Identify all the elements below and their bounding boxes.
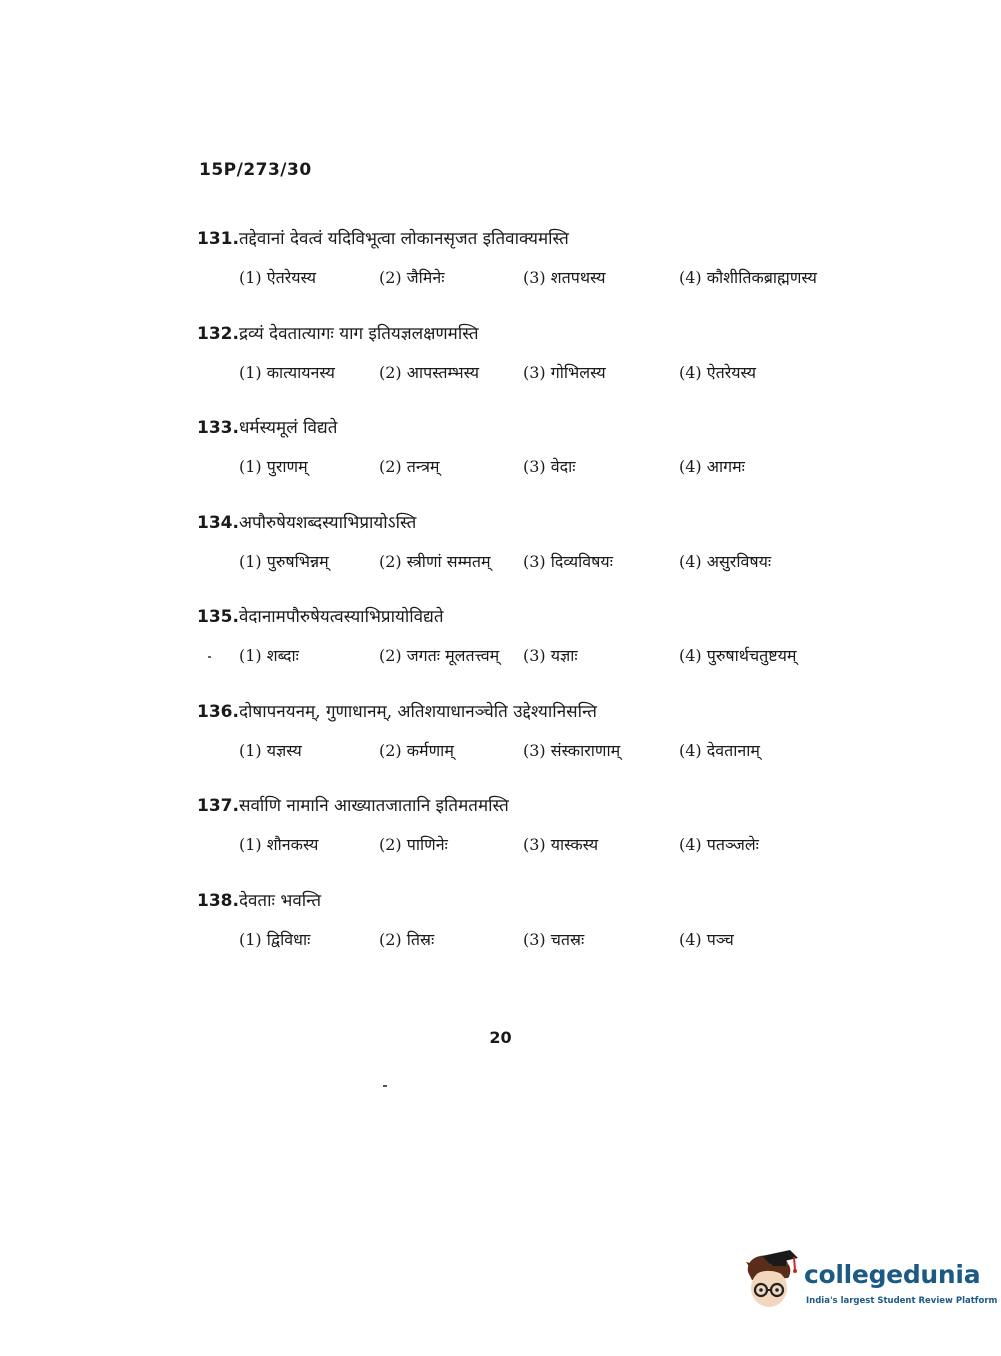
- option-list: [239, 644, 889, 670]
- brand-watermark[interactable]: [742, 1250, 998, 1320]
- option-1: (1) यज्ञस्य: [239, 740, 302, 760]
- option-list: [239, 833, 889, 859]
- question-135: [197, 604, 897, 699]
- option-1: (1) द्विविधाः: [239, 929, 311, 949]
- option-4: (4) पतञ्जलेः: [679, 835, 759, 854]
- question-134: [197, 510, 897, 605]
- question-138: [197, 888, 897, 983]
- question-number: 137.: [197, 796, 239, 816]
- option-list: [239, 266, 889, 292]
- question-number: 132.: [197, 323, 239, 344]
- page-number: 20: [489, 1028, 512, 1047]
- option-2: (2) तन्त्रम्: [379, 457, 440, 476]
- scan-speck: [383, 1085, 387, 1087]
- option-4: (4) देवतानाम्: [679, 740, 760, 760]
- question-text: तद्देवानां देवत्वं यदिविभूत्वा लोकानसृजत इतिवाक्यमस्ति: [238, 229, 569, 249]
- question-text: द्रव्यं देवतात्यागः याग इतियज्ञलक्षणमस्ति: [238, 323, 479, 344]
- option-1: (1) कात्यायनस्य: [239, 362, 335, 382]
- option-3: (3) संस्काराणाम्: [523, 740, 621, 760]
- option-4: (4) पुरुषार्थचतुष्टयम्: [679, 646, 797, 665]
- option-list: [239, 361, 889, 387]
- option-3: (3) गोभिलस्य: [523, 362, 606, 382]
- option-1: (1) ऐतरेयस्य: [239, 268, 317, 287]
- option-4: (4) ऐतरेयस्य: [679, 362, 757, 382]
- option-1: (1) शब्दाः: [239, 646, 299, 665]
- option-2: (2) जगतः मूलतत्त्वम्: [379, 646, 500, 665]
- question-list: [197, 226, 897, 982]
- option-3: (3) यास्कस्य: [523, 835, 599, 854]
- question-number: 136.: [197, 701, 239, 722]
- brand-name: collegedunia: [804, 1260, 981, 1289]
- option-list: [239, 928, 889, 954]
- option-4: (4) पञ्च: [679, 929, 734, 949]
- question-text: सर्वाणि नामानि आख्यातजातानि इतिमतमस्ति: [238, 796, 509, 816]
- option-3: (3) चतस्रः: [523, 929, 585, 949]
- option-1: (1) पुराणम्: [239, 457, 308, 476]
- option-1: (1) पुरुषभिन्नम्: [239, 551, 329, 571]
- option-3: (3) यज्ञाः: [523, 646, 578, 665]
- option-2: (2) कर्मणाम्: [379, 740, 454, 760]
- question-text: अपौरुषेयशब्दस्याभिप्रायोऽस्ति: [238, 512, 417, 533]
- option-2: (2) पाणिनेः: [379, 835, 448, 854]
- question-text: देवताः भवन्ति: [238, 890, 322, 911]
- question-132: [197, 321, 897, 416]
- question-number: 135.: [197, 607, 239, 627]
- option-1: (1) शौनकस्य: [239, 835, 319, 854]
- option-list: [239, 550, 889, 576]
- option-2: (2) जैमिनेः: [379, 268, 445, 287]
- question-text: दोषापनयनम्, गुणाधानम्, अतिशयाधानञ्चेति उद्देश्यानिसन्ति: [238, 701, 597, 722]
- option-3: (3) शतपथस्य: [523, 268, 606, 287]
- brand-tagline: India's largest Student Review Platform: [806, 1296, 998, 1306]
- option-2: (2) स्त्रीणां सम्मतम्: [379, 551, 491, 571]
- question-number: 134.: [197, 512, 239, 533]
- question-137: [197, 793, 897, 888]
- question-number: 138.: [197, 890, 239, 911]
- question-text: वेदानामपौरुषेयत्वस्याभिप्रायोविद्यते: [238, 607, 444, 627]
- question-131: [197, 226, 897, 321]
- question-text: धर्मस्यमूलं विद्यते: [238, 418, 338, 438]
- option-2: (2) तिस्रः: [379, 929, 435, 949]
- option-3: (3) वेदाः: [523, 457, 576, 476]
- option-3: (3) दिव्यविषयः: [523, 551, 613, 571]
- option-4: (4) कौशीतिकब्राह्मणस्य: [679, 268, 817, 287]
- question-136: [197, 699, 897, 794]
- paper-code: 15P/273/30: [199, 160, 312, 180]
- option-4: (4) आगमः: [679, 457, 745, 476]
- option-2: (2) आपस्तम्भस्य: [379, 362, 480, 382]
- option-list: [239, 455, 889, 481]
- scan-speck: [208, 656, 211, 658]
- option-list: [239, 739, 889, 765]
- question-number: 131.: [197, 229, 239, 249]
- question-number: 133.: [197, 418, 239, 438]
- option-4: (4) असुरविषयः: [679, 551, 772, 571]
- question-133: [197, 415, 897, 510]
- student-mascot-icon: [742, 1250, 798, 1312]
